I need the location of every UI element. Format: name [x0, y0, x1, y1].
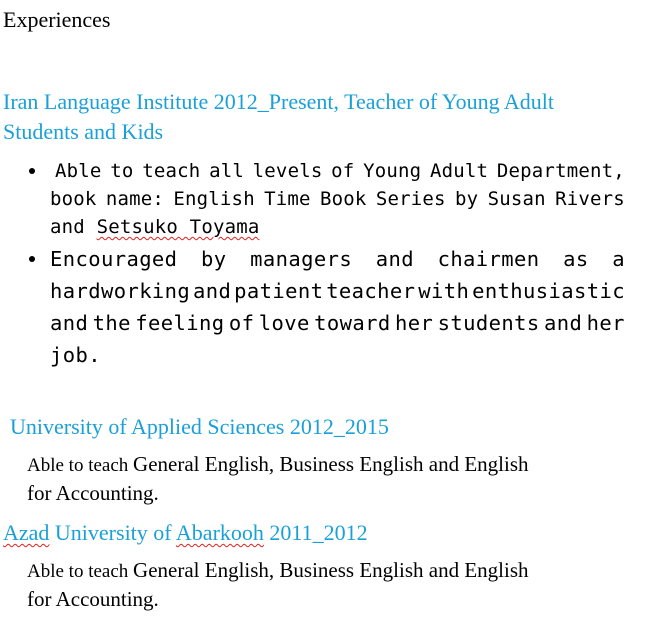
word: teach: [142, 160, 201, 182]
word: Young: [363, 160, 422, 182]
job-description-line2: for Accounting.: [27, 481, 159, 505]
word: English: [173, 188, 255, 210]
word: students: [437, 311, 540, 335]
section-title: Experiences: [3, 7, 111, 32]
description-prefix: Able to teach: [27, 455, 134, 476]
word: with: [418, 279, 470, 303]
word: Rivers: [555, 188, 625, 210]
word: Susan: [487, 188, 546, 210]
word: Able: [55, 160, 102, 182]
job-description-line2: for Accounting.: [27, 587, 159, 611]
word: Series: [375, 188, 446, 210]
word: love: [258, 311, 310, 335]
word: and: [193, 279, 232, 303]
bullet-line: job.: [50, 343, 101, 367]
word: of: [228, 311, 255, 335]
word: name:: [105, 188, 165, 210]
word: toward: [314, 311, 391, 335]
word: and: [50, 311, 89, 335]
word: feeling: [135, 311, 225, 335]
bullet-line: [50, 311, 625, 335]
word: by: [455, 188, 479, 210]
job-heading-ili-line2: Students and Kids: [3, 119, 164, 144]
heading-text: 2011_2012: [263, 520, 368, 545]
word: and: [50, 216, 97, 238]
word: patient: [234, 279, 324, 303]
bullet-line: [55, 160, 625, 182]
word: levels: [252, 160, 323, 182]
bullet-line: [50, 247, 625, 271]
word: her: [395, 311, 434, 335]
word: Book: [320, 188, 367, 210]
job-heading-ili-line1: Iran Language Institute 2012_Present, Teacher of Young Adult: [3, 89, 554, 114]
word: hardworking: [50, 279, 191, 303]
word: teacher: [326, 279, 416, 303]
word: Department,: [496, 160, 625, 182]
spellcheck-flagged-text: Setsuko Toyama: [96, 216, 260, 238]
word: a: [612, 247, 625, 271]
description-text: General English, Business English and English: [133, 452, 529, 476]
word: all: [209, 160, 244, 182]
job-heading-azad: [3, 518, 368, 548]
word: enthusiastic: [472, 279, 625, 303]
word: Encouraged: [50, 247, 178, 271]
word: the: [92, 311, 131, 335]
job-description-line1: [27, 556, 529, 586]
word: of: [331, 160, 355, 182]
bullet-line: [50, 216, 260, 238]
word: to: [110, 160, 134, 182]
word: by: [201, 247, 227, 271]
word: Adult: [430, 160, 489, 182]
word: Time: [264, 188, 311, 210]
bullet-dot-icon: [29, 256, 35, 262]
bullet-dot-icon: [29, 168, 35, 174]
description-text: General English, Business English and English: [133, 558, 529, 582]
spellcheck-flagged-text: Abarkooh: [175, 520, 264, 545]
word: managers: [250, 247, 353, 271]
bullet-line: [50, 188, 625, 210]
job-heading-applied-sciences: University of Applied Sciences 2012_2015: [10, 414, 389, 439]
word: chairmen: [437, 247, 540, 271]
word: book: [50, 188, 97, 210]
spellcheck-flagged-text: Azad: [3, 520, 50, 545]
word: her: [586, 311, 625, 335]
word: and: [375, 247, 414, 271]
description-prefix: Able to teach: [27, 561, 134, 582]
word: as: [563, 247, 589, 271]
bullet-line: [50, 279, 625, 303]
job-description-line1: [27, 450, 529, 480]
heading-text: University of: [49, 520, 176, 545]
word: and: [544, 311, 583, 335]
